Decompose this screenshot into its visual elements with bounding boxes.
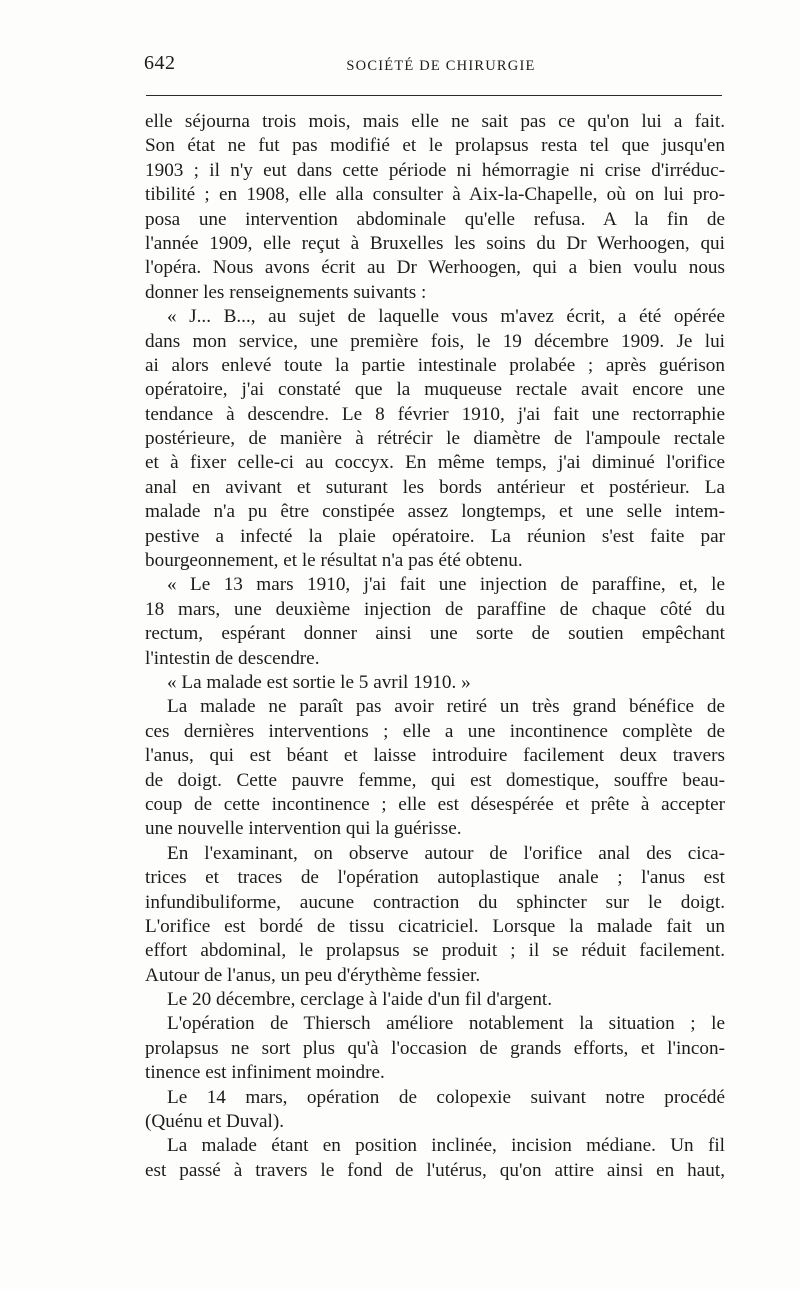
text-line: bourgeonnement, et le résultat n'a pas été obtenu.	[145, 550, 523, 572]
text-line: tinence est infiniment moindre.	[145, 1062, 385, 1084]
text-line: l'intestin de descendre.	[145, 647, 320, 669]
text-line: posa une intervention abdominale qu'elle refusa. A la fin de	[145, 208, 725, 230]
text-line: dans mon service, une première fois, le 19 décembre 1909. Je lui	[145, 330, 725, 352]
text-line: l'anus, qui est béant et laisse introduire facilement deux travers	[145, 745, 725, 767]
text-line: (Quénu et Duval).	[145, 1111, 285, 1133]
text-line: l'année 1909, elle reçut à Bruxelles les soins du Dr Werhoogen, qui	[145, 232, 725, 254]
text-line: L'orifice est bordé de tissu cicatriciel. Lorsque la malade fait un	[145, 915, 725, 937]
running-head: SOCIÉTÉ DE CHIRURGIE	[346, 58, 536, 74]
text-line: En l'examinant, on observe autour de l'orifice anal des cica-	[167, 842, 725, 864]
text-line: elle séjourna trois mois, mais elle ne sait pas ce qu'on lui a fait.	[145, 111, 725, 132]
header-rule	[146, 95, 722, 96]
text-line: coup de cette incontinence ; elle est désespérée et prête à accepter	[145, 793, 725, 815]
text-line: une nouvelle intervention qui la guérisse.	[145, 818, 462, 840]
text-line: rectum, espérant donner ainsi une sorte de soutien empêchant	[145, 623, 725, 645]
text-line: anal en avivant et suturant les bords antérieur et postérieur. La	[145, 476, 725, 498]
text-line: Le 14 mars, opération de colopexie suivant notre procédé	[167, 1086, 725, 1108]
text-line: « La malade est sortie le 5 avril 1910. »	[167, 671, 471, 693]
text-line: 1903 ; il n'y eut dans cette période ni hémorragie ni crise d'irréduc-	[145, 159, 725, 181]
text-line: ai alors enlevé toute la partie intestinale prolabée ; après guérison	[145, 354, 725, 376]
text-line: trices et traces de l'opération autoplastique anale ; l'anus est	[145, 867, 725, 889]
text-line: et à fixer celle-ci au coccyx. En même temps, j'ai diminué l'orifice	[145, 452, 725, 474]
text-line: « J... B..., au sujet de laquelle vous m'avez écrit, a été opérée	[167, 306, 725, 328]
text-line: pestive a infecté la plaie opératoire. La réunion s'est faite par	[145, 525, 725, 547]
text-line: donner les renseignements suivants :	[145, 281, 427, 303]
text-line: postérieure, de manière à rétrécir le diamètre de l'ampoule rectale	[145, 428, 725, 450]
text-line: l'opéra. Nous avons écrit au Dr Werhoogen, qui a bien voulu nous	[145, 257, 725, 279]
page-number: 642	[144, 52, 176, 74]
text-line: « Le 13 mars 1910, j'ai fait une injection de paraffine, et, le	[167, 574, 725, 596]
text-line: de doigt. Cette pauvre femme, qui est domestique, souffre beau-	[145, 769, 725, 791]
text-line: La malade étant en position inclinée, incision médiane. Un fil	[167, 1135, 725, 1157]
text-line: prolapsus ne sort plus qu'à l'occasion de grands efforts, et l'incon-	[145, 1037, 725, 1059]
text-line: ces dernières interventions ; elle a une incontinence complète de	[145, 720, 725, 742]
text-line: Son état ne fut pas modifié et le prolapsus resta tel que jusqu'en	[145, 135, 725, 157]
text-line: Autour de l'anus, un peu d'érythème fessier.	[145, 964, 481, 986]
text-line: tendance à descendre. Le 8 février 1910, j'ai fait une rectorraphie	[145, 403, 725, 425]
text-line: Le 20 décembre, cerclage à l'aide d'un fil d'argent.	[167, 989, 553, 1011]
text-line: infundibuliforme, aucune contraction du sphincter sur le doigt.	[145, 891, 725, 913]
text-line: malade n'a pu être constipée assez longtemps, et une selle intem-	[145, 501, 725, 523]
text-body	[145, 110, 725, 1183]
text-line: L'opération de Thiersch améliore notablement la situation ; le	[167, 1013, 725, 1035]
text-line: opératoire, j'ai constaté que la muqueuse rectale avait encore une	[145, 379, 725, 401]
text-line: 18 mars, une deuxième injection de paraffine de chaque côté du	[145, 598, 725, 620]
text-line: effort abdominal, le prolapsus se produit ; il se réduit facilement.	[145, 940, 725, 962]
text-line: tibilité ; en 1908, elle alla consulter à Aix-la-Chapelle, où on lui pro-	[145, 184, 725, 206]
text-line: est passé à travers le fond de l'utérus, qu'on attire ainsi en haut,	[145, 1159, 725, 1181]
text-line: La malade ne paraît pas avoir retiré un très grand bénéfice de	[167, 696, 725, 718]
